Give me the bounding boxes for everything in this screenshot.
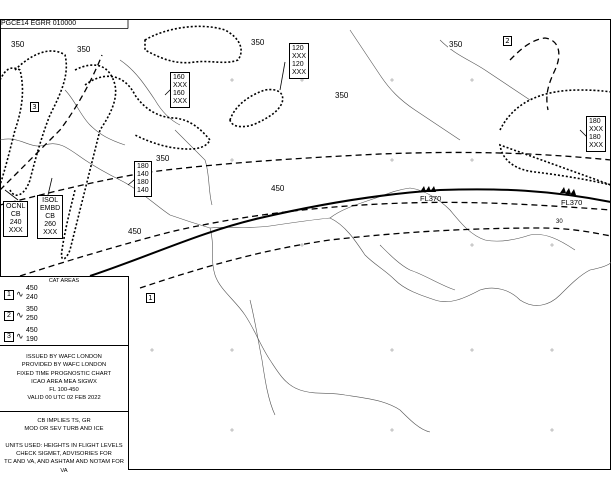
latitude-label: 30 <box>556 219 563 225</box>
lat-lon-grid <box>150 78 554 432</box>
tropopause-height: 350 <box>77 45 91 54</box>
cb-info-box: ISOL EMBD CB 260 XXX <box>37 195 63 239</box>
turb-icing-label: 180 140 180 140 <box>134 161 152 197</box>
tropopause-height: 450 <box>128 227 142 236</box>
cat-area-number: 1 <box>4 290 14 300</box>
turb-marker-lines <box>5 62 600 200</box>
turb-icing-label: 160 XXX 160 XXX <box>170 72 190 108</box>
turbulence-icon: ∿ <box>16 331 24 341</box>
tropopause-height: 350 <box>335 91 349 100</box>
tropopause-height: 450 <box>271 184 285 193</box>
turbulence-icon: ∿ <box>16 289 24 299</box>
turb-icing-label: 120 XXX 120 XXX <box>289 43 309 79</box>
turbulence-icon: ∿ <box>16 310 24 320</box>
jet-level-label: FL370 <box>420 194 442 203</box>
issued-block: ISSUED BY WAFC LONDON PROVIDED BY WAFC LONDON FIXED TIME PROGNOSTIC CHART ICAO AREA MEA SIGWX FL 100-450 VALID 00 UTC 02 FEB 2022 <box>16 354 112 402</box>
chart-header: PGCE14 EGRR 010000 <box>1 20 77 27</box>
cat-area-number: 3 <box>30 102 39 112</box>
tropopause-height: 350 <box>11 40 25 49</box>
cb-info-box: OCNL CB 240 XXX <box>3 201 28 237</box>
legend-title: CAT AREAS <box>48 278 80 284</box>
cat-area-number: 2 <box>4 311 14 321</box>
jet-level-label: FL370 <box>561 198 583 207</box>
tropopause-height: 350 <box>449 40 463 49</box>
cat-area-number: 2 <box>503 36 512 46</box>
tropopause-height: 350 <box>251 38 265 47</box>
cat-area-number: 3 <box>4 332 14 342</box>
cat-area-number: 1 <box>146 293 155 303</box>
notes-block: CB IMPLIES TS, GR MOD OR SEV TURB AND ICE UNITS USED: HEIGHTS IN FLIGHT LEVELS CHECK SIGMET, ADVISORIES FOR TC AND VA, AND ASHTAM AND NOTAM FOR VA <box>4 418 124 474</box>
turb-icing-label: 180 XXX 180 XXX <box>586 116 606 152</box>
tropopause-height: 350 <box>156 154 170 163</box>
legend-panel: CAT AREAS 1 ∿ 450 240 2 ∿ 350 250 3 ∿ 450 190 ISSUED BY WAFC LONDON PROVIDED BY WAFC LONDON FIXED TIME PROGNOSTIC CHART ICAO AREA MEA SIGWX FL 100-450 VALID 00 UTC 02 FEB 2022 CB IMPLIES TS, GR MOD OR SEV TURB AND ICE UNITS USED: HEIGHTS IN FLIGHT LEVELS CHECK SIGMET, ADVISORIES FOR TC AND VA, AND ASHTAM AND NOTAM FOR VA <box>0 276 129 470</box>
